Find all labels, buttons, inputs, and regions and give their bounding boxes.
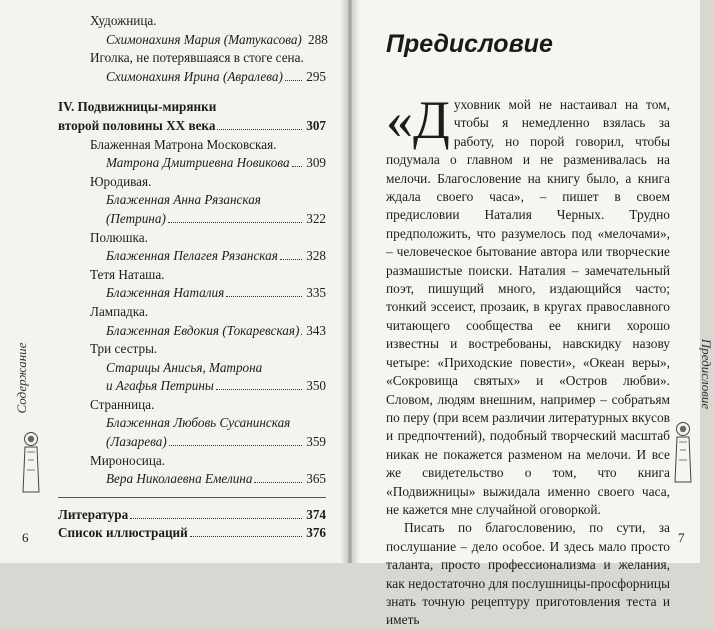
- toc-row: [58, 154, 326, 173]
- toc-leader: [280, 258, 302, 260]
- toc-row: [58, 31, 326, 50]
- toc-title: (Петрина): [106, 210, 166, 226]
- paragraph-1-text: уховник мой не настаивал на том, чтобы я немедленно взялась за работу, но порой говорил, чтобы подумала о главном и не разменивалась на мелочи. Благословение на книгу было, а книга ждала своего часа», – пишет в своем предисловии Наталия Черных. Трудно предположить, что разумелось под «мелочами», – человеческое бытование автора или творческие размашистые поиски. Наталия – замечательный поэт, пишущий много, издающийся часто; тонкий эссеист, прозаик, в кругах православного читающего сообщества ее книги хорошо известны и востребованы, навскидку назову четыре: «Приходские повести», «Океан веры», «Сокровища святых» и «Остров любви». Словом, людям внешним, например – собратьям по перу (при всем различии литературных вкусов и предпочтений), подобный творческий масштаб никак не покажется разменом на мелочи. И все же свидетельство о том, что книга «Подвижницы» выжидала именно своего часа, не кажется мне случайной оговоркой.: [386, 97, 670, 517]
- toc-title: Блаженная Любовь Сусанинская: [106, 415, 291, 431]
- saint-figure-icon: [672, 420, 694, 486]
- toc-title: Юродивая.: [90, 173, 152, 189]
- toc-title: Вера Николаевна Емелина: [106, 471, 253, 487]
- toc-leader: [285, 79, 302, 81]
- toc-row: [58, 266, 326, 285]
- toc-title: Схимонахиня Ирина (Авралева): [106, 68, 283, 84]
- toc-page-number: 343: [306, 322, 326, 338]
- left-page-number: 6: [22, 530, 29, 545]
- toc-title: Блаженная Матрона Московская.: [90, 136, 277, 152]
- right-page: [352, 0, 714, 628]
- book-gutter: [340, 0, 360, 563]
- toc-row: [58, 340, 326, 359]
- toc-title: Лампадка.: [90, 303, 149, 319]
- toc-title: Блаженная Евдокия (Токаревская): [106, 322, 300, 338]
- toc-row: [58, 359, 326, 378]
- toc-title: Иголка, не потерявшаяся в стоге сена.: [90, 50, 304, 66]
- toc-title: Литература: [58, 506, 129, 522]
- toc-row: [58, 284, 326, 303]
- toc-leader: [216, 388, 302, 390]
- toc-title: Мироносица.: [90, 452, 166, 468]
- toc-page-number: 288: [308, 31, 328, 47]
- toc-row: [58, 98, 326, 117]
- toc-page-number: 359: [306, 434, 326, 450]
- toc-page-number: 307: [306, 117, 326, 133]
- toc-row: [58, 136, 326, 155]
- table-of-contents: [58, 12, 326, 543]
- toc-leader: [217, 128, 302, 130]
- toc-row: [58, 173, 326, 192]
- paragraph-2: Писать по благословению, по сути, за послушание – дело особое. И здесь мало просто таланта, просто профессионализма и желания, как недостаточно для послушницы-просфорницы знать точную рецептуру приготовления теста и иметь: [386, 520, 670, 628]
- toc-title: Полюшка.: [90, 229, 148, 245]
- toc-page-number: 350: [306, 378, 326, 394]
- toc-leader: [168, 221, 302, 223]
- left-page: [0, 0, 348, 563]
- toc-row: [58, 117, 326, 136]
- toc-page-number: 365: [306, 471, 326, 487]
- toc-title: Блаженная Анна Рязанская: [106, 192, 261, 208]
- toc-title: Матрона Дмитриевна Новикова: [106, 155, 290, 171]
- right-page-number: 7: [678, 530, 685, 545]
- toc-row: [58, 396, 326, 415]
- toc-row: [58, 68, 326, 87]
- toc-page-number: 295: [306, 68, 326, 84]
- right-running-head: Предисловие: [699, 338, 714, 410]
- toc-leader: [190, 535, 302, 537]
- paragraph-1: [386, 90, 670, 519]
- toc-title: и Агафья Петрины: [106, 378, 214, 394]
- toc-row: [58, 470, 326, 489]
- toc-page-number: 374: [306, 506, 326, 522]
- toc-leader: [292, 165, 302, 167]
- toc-row: [58, 524, 326, 543]
- toc-title: IV. Подвижницы-мирянки: [58, 99, 217, 115]
- toc-row: [58, 322, 326, 341]
- toc-row: [58, 433, 326, 452]
- toc-row: [58, 414, 326, 433]
- toc-title: Тетя Наташа.: [90, 266, 165, 282]
- toc-row: [58, 191, 326, 210]
- toc-title: Список иллюстраций: [58, 525, 188, 541]
- toc-page-number: 376: [306, 525, 326, 541]
- saint-figure-icon: [20, 430, 42, 496]
- toc-row: [58, 303, 326, 322]
- toc-row: [58, 12, 326, 31]
- toc-row: [58, 506, 326, 525]
- toc-page-number: 309: [306, 155, 326, 171]
- toc-title: Схимонахиня Мария (Матукасова): [106, 31, 302, 47]
- toc-title: (Лазарева): [106, 434, 167, 450]
- toc-row: [58, 452, 326, 471]
- toc-title: второй половины XX века: [58, 117, 216, 133]
- toc-leader: [169, 444, 302, 446]
- toc-separator: [58, 497, 326, 498]
- toc-row: [58, 210, 326, 229]
- toc-leader: [301, 333, 302, 335]
- toc-title: Блаженная Наталия: [106, 285, 225, 301]
- toc-title: Старицы Анисья, Матрона: [106, 359, 263, 375]
- left-running-head: Содержание: [14, 342, 29, 414]
- toc-page-number: 322: [306, 210, 326, 226]
- toc-title: Три сестры.: [90, 341, 158, 357]
- toc-title: Странница.: [90, 396, 155, 412]
- drop-cap: «Д: [386, 90, 450, 150]
- toc-page-number: 328: [306, 248, 326, 264]
- chapter-heading: Предисловие: [386, 30, 553, 58]
- toc-title: Художница.: [90, 13, 157, 28]
- toc-row: [58, 377, 326, 396]
- toc-leader: [226, 295, 302, 297]
- toc-leader: [130, 517, 302, 519]
- toc-page-number: 335: [306, 285, 326, 301]
- toc-leader: [254, 481, 302, 483]
- toc-row: [58, 229, 326, 248]
- toc-row: [58, 49, 326, 68]
- toc-row: [58, 247, 326, 266]
- toc-title: Блаженная Пелагея Рязанская: [106, 248, 278, 264]
- body-text: [386, 90, 670, 630]
